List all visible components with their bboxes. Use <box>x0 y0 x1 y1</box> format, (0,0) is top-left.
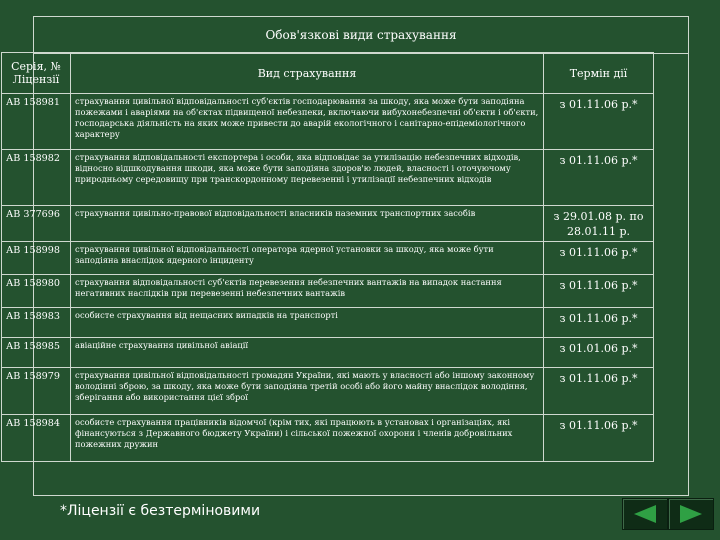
license-serial: АВ 158985 <box>2 338 71 368</box>
insurance-type: страхування цивільної відповідальності суб'єктів господарювання за шкоду, яка може бути заподіяна пожежами і аваріями на об'єктах підвищеної небезпеки, включаючи вибухонебезпечні об'єкти і об'єкти, господарська діяльність на яких може привести до аварій екологічного і санітарно-епідеміологічного характеру <box>71 94 544 150</box>
license-serial: АВ 158983 <box>2 308 71 338</box>
table-header-row <box>2 53 654 94</box>
license-serial: АВ 158981 <box>2 94 71 150</box>
license-serial: АВ 158980 <box>2 275 71 308</box>
license-term: з 01.11.06 р.* <box>544 415 654 462</box>
insurance-type: особисте страхування працівників відомчої (крім тих, які працюють в установах і організаціях, які фінансуються з Державного бюджету України) і сільської пожежної охорони і членів добровільних пожежних дружин <box>71 415 544 462</box>
insurance-type: особисте страхування від нещасних випадків на транспорті <box>71 308 544 338</box>
license-term: з 01.11.06 р.* <box>544 368 654 415</box>
table-row <box>2 94 654 150</box>
table-row <box>2 206 654 242</box>
left-arrow-icon <box>632 504 658 524</box>
table-row <box>2 150 654 206</box>
license-serial: АВ 377696 <box>2 206 71 242</box>
next-slide-button[interactable] <box>668 498 714 530</box>
insurance-type: страхування відповідальності суб'єктів перевезення небезпечних вантажів на випадок настання негативних наслідків при перевезенні небезпечних вантажів <box>71 275 544 308</box>
license-term: з 01.11.06 р.* <box>544 275 654 308</box>
license-serial: АВ 158998 <box>2 242 71 275</box>
license-term: з 01.11.06 р.* <box>544 242 654 275</box>
table-row <box>2 308 654 338</box>
insurance-type: страхування цивільної відповідальності громадян України, які мають у власності або іншому законному володінні зброю, за шкоду, яка може бути заподіяна третій особі або його майну внаслідок володіння, зберігання або використання цієї зброї <box>71 368 544 415</box>
table-row <box>2 242 654 275</box>
page-title: Обов'язкові види страхування <box>34 17 688 54</box>
table-row <box>2 275 654 308</box>
footnote: *Ліцензії є безтерміновими <box>60 503 261 519</box>
right-arrow-icon <box>678 504 704 524</box>
column-header-term: Термін дії <box>544 53 654 94</box>
previous-slide-button[interactable] <box>622 498 668 530</box>
column-header-serial: Серія, № Ліцензії <box>2 53 71 94</box>
insurance-type: авіаційне страхування цивільної авіації <box>71 338 544 368</box>
license-term: з 29.01.08 р. по 28.01.11 р. <box>544 206 654 242</box>
license-term: з 01.11.06 р.* <box>544 150 654 206</box>
license-serial: АВ 158982 <box>2 150 71 206</box>
license-serial: АВ 158984 <box>2 415 71 462</box>
insurance-type: страхування відповідальності експортера і особи, яка відповідає за утилізацію небезпечних відходів, відносно відшкодування шкоди, яка може бути заподіяна здоров'ю людей, власності і оточуючому природньому середовищу при транскордонному перевезенні і утилізації небезпечних відходів <box>71 150 544 206</box>
license-term: з 01.11.06 р.* <box>544 94 654 150</box>
licenses-table <box>1 52 654 462</box>
insurance-type: страхування цивільної відповідальності оператора ядерної установки за шкоду, яка може бути заподіяна внаслідок ядерного інциденту <box>71 242 544 275</box>
license-term: з 01.01.06 р.* <box>544 338 654 368</box>
table-row <box>2 368 654 415</box>
insurance-type: страхування цивільно-правової відповідальності власників наземних транспортних засобів <box>71 206 544 242</box>
license-term: з 01.11.06 р.* <box>544 308 654 338</box>
column-header-type: Вид страхування <box>71 53 544 94</box>
table-row <box>2 415 654 462</box>
license-serial: АВ 158979 <box>2 368 71 415</box>
table-row <box>2 338 654 368</box>
